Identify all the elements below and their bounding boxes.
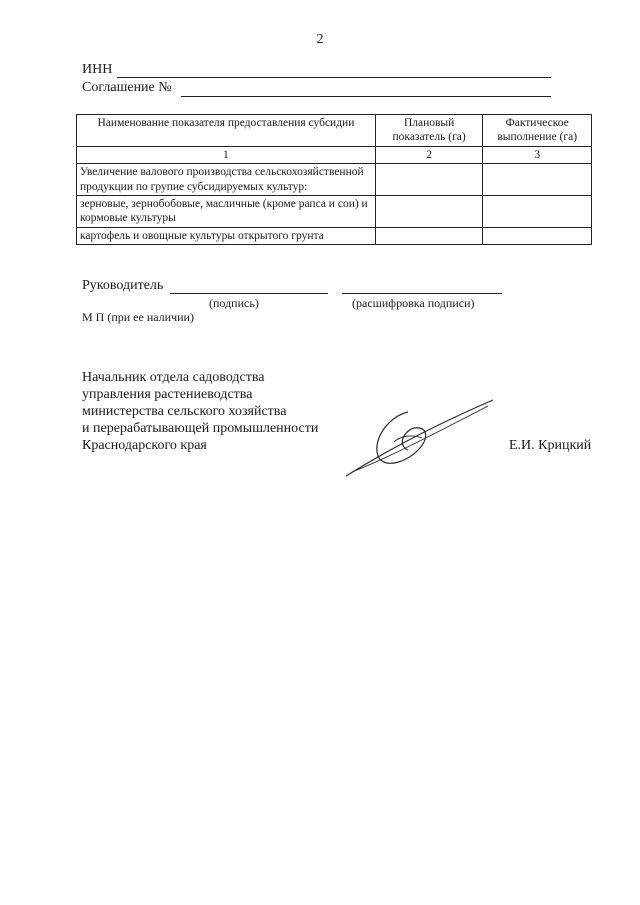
column-number-2: 2 (375, 146, 483, 163)
column-number-1: 1 (77, 146, 376, 163)
table-row (77, 195, 592, 227)
row-fact (483, 164, 592, 196)
row-plan (375, 195, 483, 227)
inn-label: ИНН (82, 62, 113, 77)
head-decoding-underline (342, 293, 502, 294)
official-position (82, 369, 318, 454)
inn-underline (117, 77, 551, 78)
row-plan (375, 227, 483, 244)
agreement-label: Соглашение № (82, 80, 172, 95)
table-header-row (77, 115, 592, 147)
subsidy-indicator-table (76, 114, 592, 245)
page-number: 2 (316, 32, 324, 47)
table-row (77, 164, 592, 196)
decoding-caption: (расшифровка подписи) (352, 296, 475, 310)
row-name: Увеличение валового производства сельскохозяйственной продукции по групие субсидируемых культур: (77, 164, 376, 196)
signature-caption: (подпись) (209, 296, 259, 310)
stamp-note: М П (при ее наличии) (82, 310, 194, 324)
header-fact: Фактическое выполнение (га) (483, 115, 592, 147)
position-line: управления растениеводства (82, 387, 253, 402)
row-plan (375, 164, 483, 196)
position-line: министерства сельского хозяйства (82, 404, 287, 419)
row-fact (483, 227, 592, 244)
handwritten-signature (338, 398, 498, 480)
row-name: картофель и овощные культуры открытого грунта (77, 227, 376, 244)
row-name: зерновые, зернобобовые, масличные (кроме рапса и сои) и кормовые культуры (77, 195, 376, 227)
head-label: Руководитель (82, 278, 164, 293)
table-row (77, 227, 592, 244)
row-fact (483, 195, 592, 227)
header-indicator-name: Наименование показателя предоставления субсидии (77, 115, 376, 147)
position-line: и перерабатывающей промышленности (82, 421, 319, 436)
position-line: Краснодарского края (82, 438, 207, 453)
agreement-underline (181, 96, 551, 97)
column-number-row (77, 146, 592, 163)
position-line: Начальник отдела садоводства (82, 370, 265, 385)
official-name: Е.И. Крицкий (509, 438, 592, 453)
head-signature-underline (170, 293, 328, 294)
column-number-3: 3 (483, 146, 592, 163)
header-plan: Плановый показатель (га) (375, 115, 483, 147)
